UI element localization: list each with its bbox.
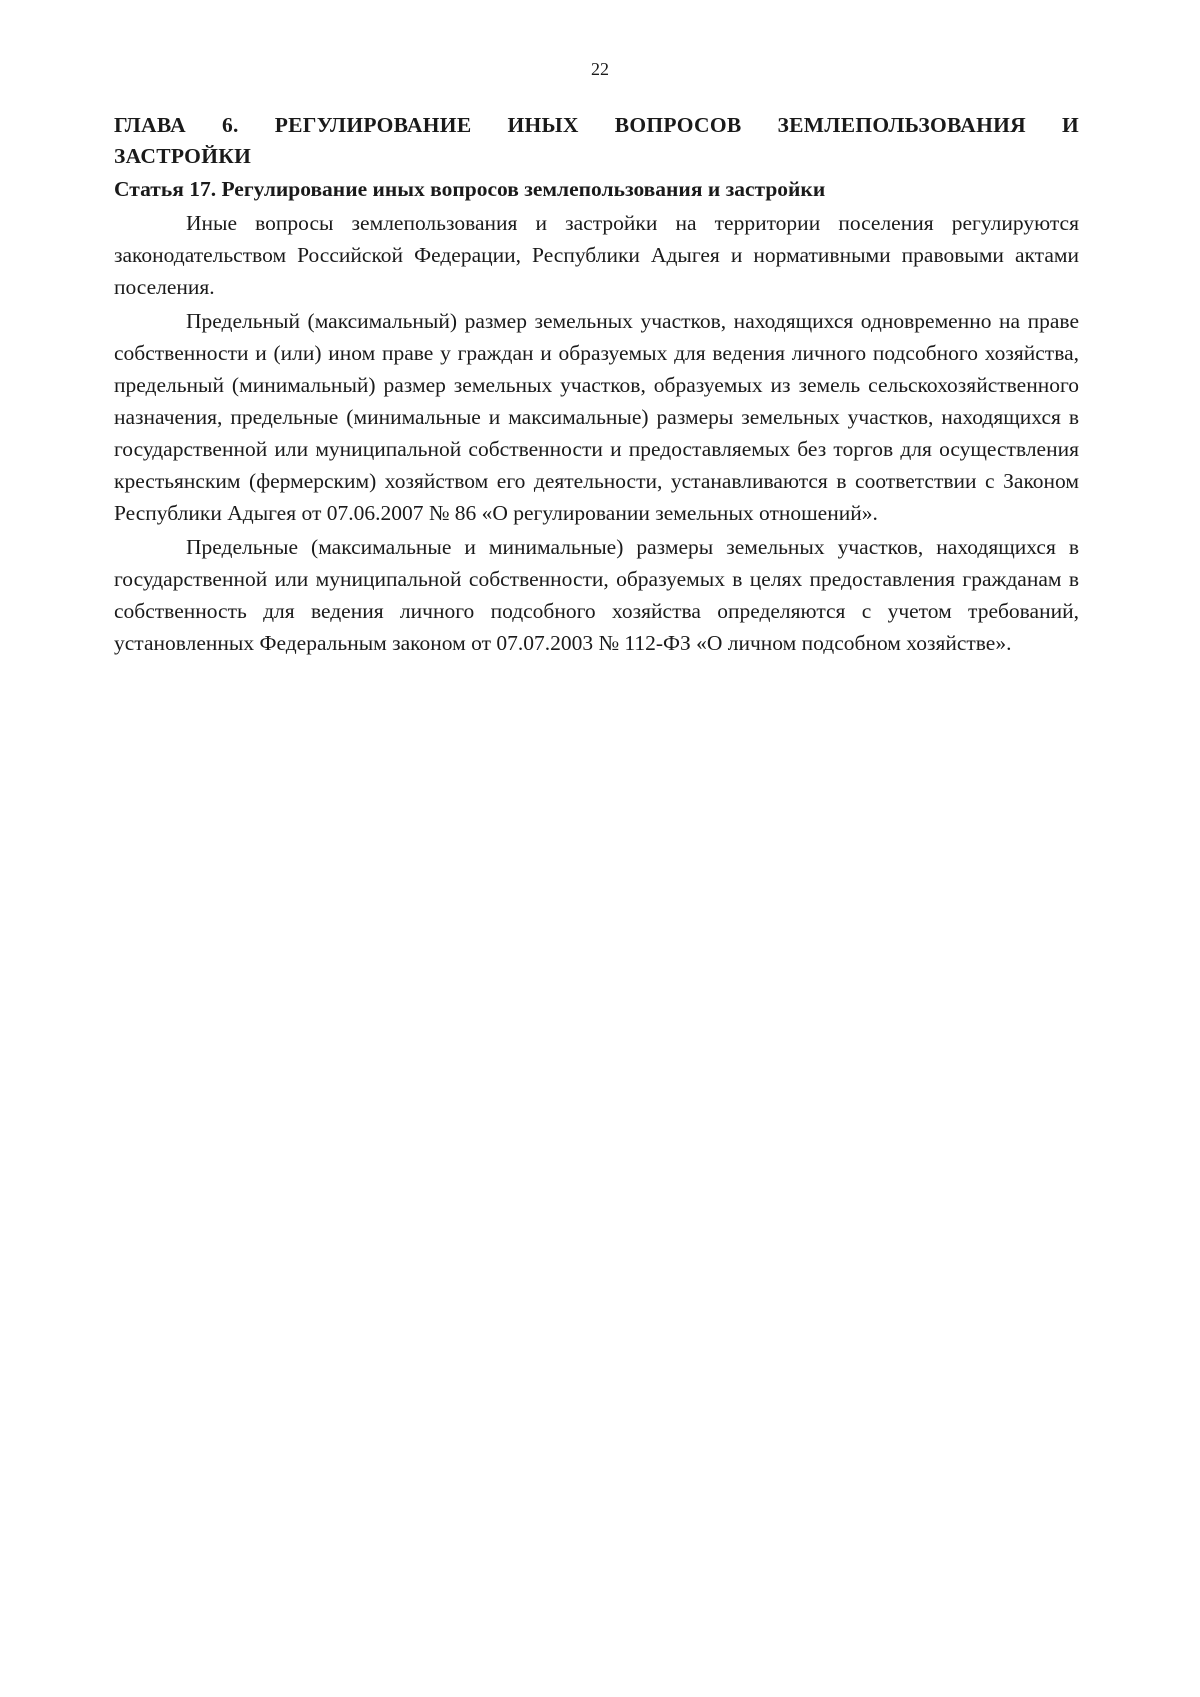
page-content: [114, 110, 1079, 659]
chapter-title: [114, 110, 1079, 172]
chapter-title-line-2: ЗАСТРОЙКИ: [114, 144, 252, 168]
page-number: 22: [591, 59, 609, 79]
article-title: Статья 17. Регулирование иных вопросов землепользования и застройки: [114, 177, 826, 201]
paragraph-1: Иные вопросы землепользования и застройки на территории поселения регулируются законодательством Российской Федерации, Республики Адыгея и нормативными правовыми актами поселения.: [114, 211, 1079, 299]
paragraph-3: Предельные (максимальные и минимальные) размеры земельных участков, находящихся в государственной или муниципальной собственности, образуемых в целях предоставления гражданам в собственность для ведения личного подсобного хозяйства определяются с учетом требований, установленных Федеральным законом от 07.07.2003 № 112-ФЗ «О личном подсобном хозяйстве».: [114, 535, 1079, 655]
chapter-title-line-1: ГЛАВА 6. РЕГУЛИРОВАНИЕ ИНЫХ ВОПРОСОВ ЗЕМЛЕПОЛЬЗОВАНИЯ И: [114, 113, 1079, 137]
paragraph-2: Предельный (максимальный) размер земельных участков, находящихся одновременно на праве собственности и (или) ином праве у граждан и образуемых для ведения личного подсобного хозяйства, предельный (минимальный) размер земельных участков, образуемых из земель сельскохозяйственного назначения, предельные (минимальные и максимальные) размеры земельных участков, находящихся в государственной или муниципальной собственности и предоставляемых без торгов для осуществления крестьянским (фермерским) хозяйством его деятельности, устанавливаются в соответствии с Законом Республики Адыгея от 07.06.2007 № 86 «О регулировании земельных отношений».: [114, 309, 1079, 525]
